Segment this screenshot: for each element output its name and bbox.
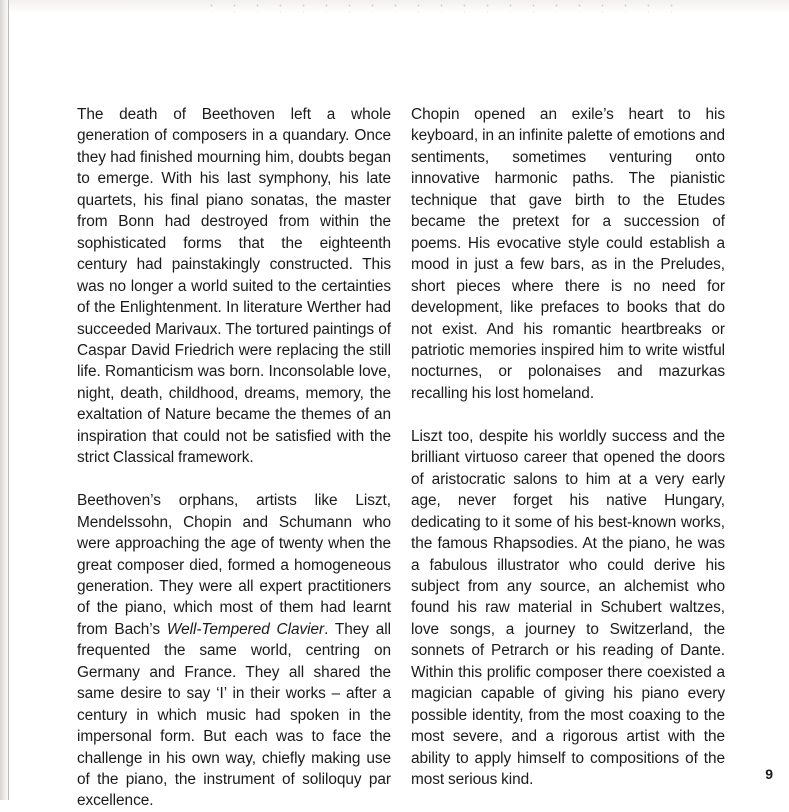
- scan-specks: [200, 2, 680, 12]
- left-paragraph-1: The death of Beethoven left a whole generation of composers in a quandary. Once they had finished mourning him, doubts began to emerge. With his last symphony, his late quartets, his final piano sonatas, the master from Bonn had destroyed from within the sophisticated forms that the eighteenth century had painstakingly constructed. This was no longer a world suited to the certainties of the Enlightenment. In literature Werther had succeeded Marivaux. The tortured paintings of Caspar David Friedrich were replacing the still life. Romanticism was born. Inconsolable love, night, death, childhood, dreams, memory, the exaltation of Nature became the themes of an inspiration that could not be satisfied with the strict Classical framework.: [77, 106, 391, 467]
- right-paragraph-1: Chopin opened an exile’s heart to his keyboard, in an infinite palette of emotions and sentiments, sometimes venturing onto innovative harmonic paths. The pianistic technique that gave birth to the Etudes became the pretext for a succession of poems. His evocative style could establish a mood in just a few bars, as in the Preludes, short pieces where there is no need for development, like prefaces to books that do not exist. And his romantic heartbreaks or patriotic memories inspired him to write wistful nocturnes, or polonaises and mazurkas recalling his lost homeland.: [411, 106, 725, 402]
- right-column: [411, 104, 725, 790]
- left-column: [77, 104, 391, 812]
- right-paragraph-2: Liszt too, despite his worldly success and the brilliant virtuoso career that opened the doors of aristocratic salons to him at a very early age, never forget his native Hungary, dedicating to it some of his best-known works, the famous Rhapsodies. At the piano, he was a fabulous illustrator who could derive his subject from any source, an alchemist who found his raw material in Schubert waltzes, love songs, a journey to Switzerland, the sonnets of Petrarch or his reading of Dante. Within this prolific composer there coexisted a magician capable of giving his piano every possible identity, from the most coaxing to the most severe, and a rigorous artist with the ability to apply himself to compositions of the most serious kind.: [411, 427, 725, 789]
- binding-line: [8, 0, 9, 800]
- left-paragraph-2-start: Beethoven’s orphans, artists like Liszt, Mendelssohn, Chopin and Schumann who were approaching the age of twenty when the great composer died, formed a homogeneous generation. They were all expert practitioners of the piano, which most of them had learnt from Bach’s: [77, 492, 391, 638]
- left-paragraph-2-end: . They all frequented the same world, centring on Germany and France. They all shared the same desire to say ‘I’ in their works – after a century in which music had spoken in the impersonal form. But each was to face the challenge in his own way, chiefly making use of the piano, the instrument of soliloquy par excellence.: [77, 620, 391, 810]
- work-title-well-tempered-clavier: Well-Tempered Clavier: [166, 620, 325, 638]
- left-paragraph-2: [77, 490, 391, 812]
- page-number: 9: [765, 766, 773, 782]
